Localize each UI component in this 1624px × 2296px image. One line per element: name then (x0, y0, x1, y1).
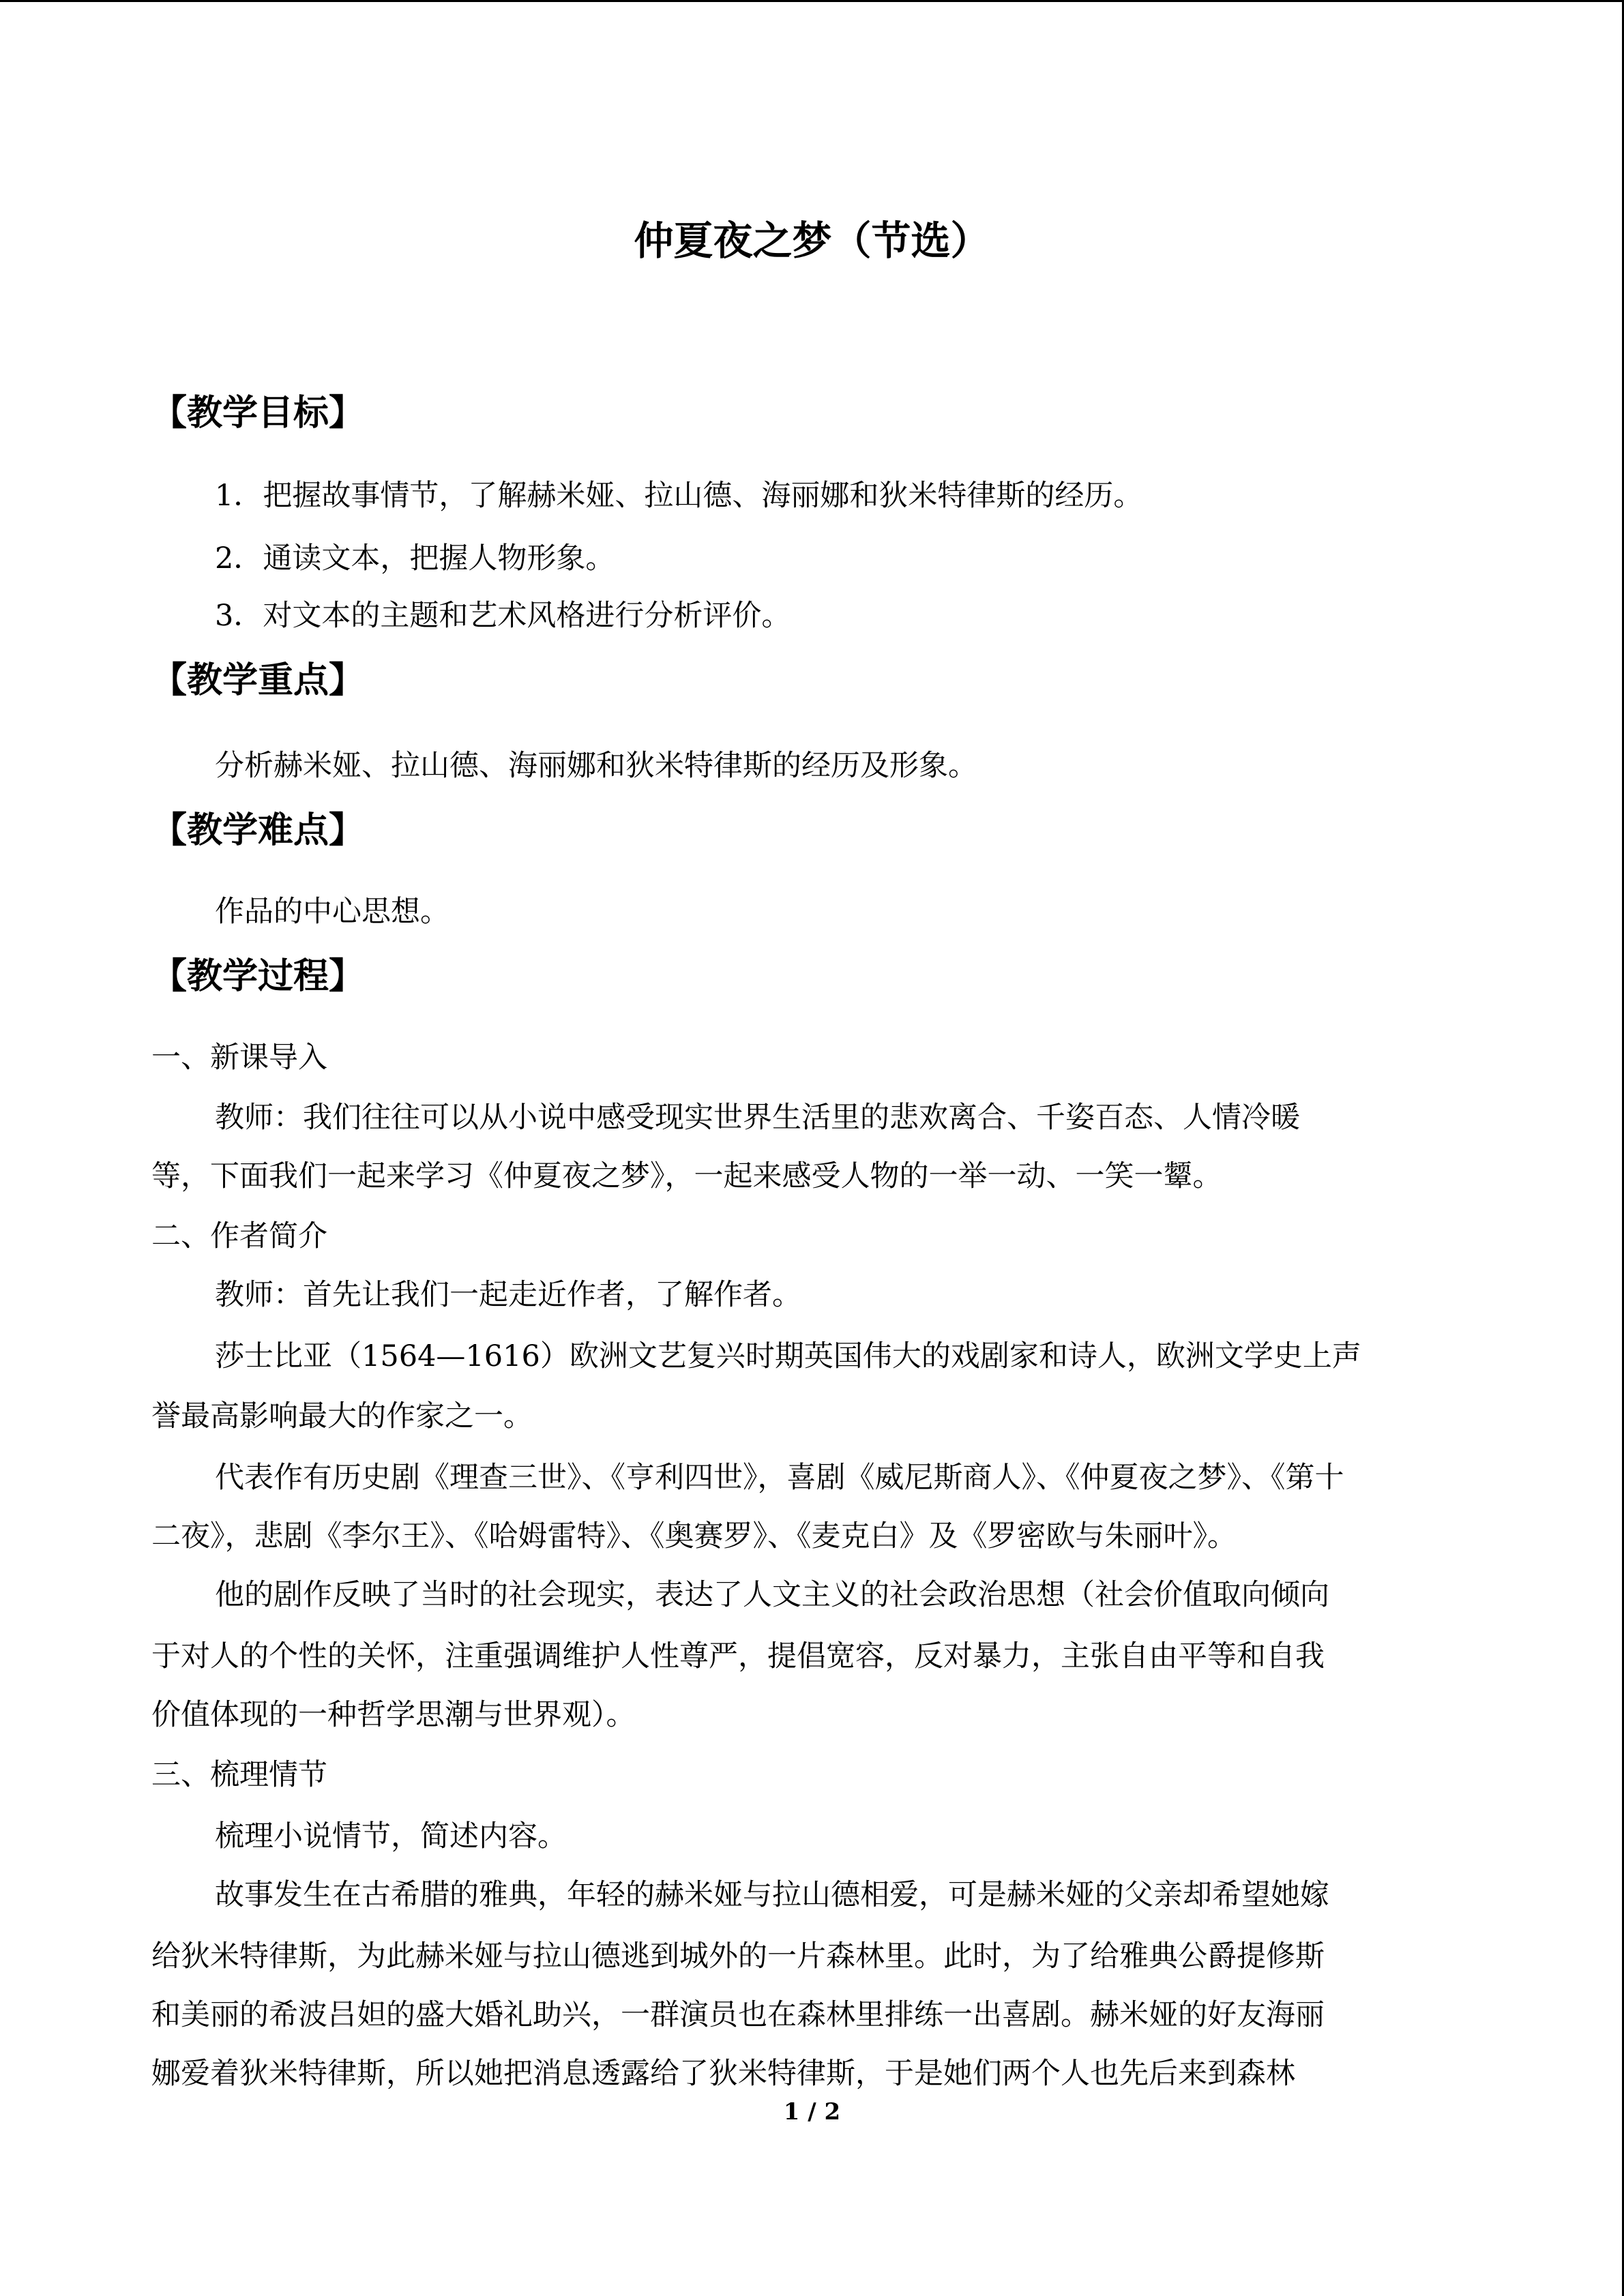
paragraph-line: 和美丽的希波吕妲的盛大婚礼助兴，一群演员也在森林里排练一出喜剧。赫米娅的好友海丽 (151, 1998, 1325, 2032)
key-points-text: 分析赫米娅、拉山德、海丽娜和狄米特律斯的经历及形象。 (215, 749, 977, 783)
paragraph-line: 娜爱着狄米特律斯，所以她把消息透露给了狄米特律斯，于是她们两个人也先后来到森林 (151, 2057, 1295, 2091)
paragraph-line: 莎士比亚（1564—1616）欧洲文艺复兴时期英国伟大的戏剧家和诗人，欧洲文学史上声 (215, 1339, 1361, 1373)
goal-item: 3．对文本的主题和艺术风格进行分析评价。 (215, 599, 791, 633)
difficulties-text: 作品的中心思想。 (215, 895, 449, 929)
section-heading-difficulties: 【教学难点】 (151, 810, 365, 851)
paragraph-line: 教师：首先让我们一起走近作者，了解作者。 (215, 1278, 801, 1312)
process-part-title: 二、作者简介 (151, 1219, 327, 1253)
section-heading-key-points: 【教学重点】 (151, 660, 365, 701)
paragraph-line: 故事发生在古希腊的雅典，年轻的赫米娅与拉山德相爱，可是赫米娅的父亲却希望她嫁 (215, 1878, 1329, 1912)
paragraph-line: 二夜》，悲剧《李尔王》、《哈姆雷特》、《奥赛罗》、《麦克白》及《罗密欧与朱丽叶》。 (151, 1519, 1237, 1553)
paragraph-line: 教师：我们往往可以从小说中感受现实世界生活里的悲欢离合、千姿百态、人情冷暖 (215, 1101, 1300, 1135)
page-number: 1 / 2 (783, 2098, 841, 2126)
document-title: 仲夏夜之梦（节选） (634, 218, 990, 264)
section-heading-process: 【教学过程】 (151, 956, 365, 997)
paragraph-line: 誉最高影响最大的作家之一。 (151, 1399, 533, 1433)
paragraph-line: 给狄米特律斯，为此赫米娅与拉山德逃到城外的一片森林里。此时，为了给雅典公爵提修斯 (151, 1939, 1325, 1973)
paragraph-line: 代表作有历史剧《理查三世》、《亨利四世》，喜剧《威尼斯商人》、《仲夏夜之梦》、《第十 (215, 1461, 1344, 1495)
goal-item: 1．把握故事情节，了解赫米娅、拉山德、海丽娜和狄米特律斯的经历。 (215, 479, 1143, 513)
section-heading-goals: 【教学目标】 (151, 393, 365, 434)
paragraph-line: 于对人的个性的关怀，注重强调维护人性尊严，提倡宽容，反对暴力，主张自由平等和自我 (151, 1639, 1325, 1673)
paragraph-line: 梳理小说情节，简述内容。 (215, 1819, 567, 1853)
paragraph-line: 等，下面我们一起来学习《仲夏夜之梦》，一起来感受人物的一举一动、一笑一颦。 (151, 1159, 1222, 1193)
goal-item: 2．通读文本，把握人物形象。 (215, 541, 615, 576)
process-part-title: 三、梳理情节 (151, 1758, 327, 1792)
process-part-title: 一、新课导入 (151, 1041, 327, 1075)
paragraph-line: 他的剧作反映了当时的社会现实，表达了人文主义的社会政治思想（社会价值取向倾向 (215, 1578, 1329, 1612)
paragraph-line: 价值体现的一种哲学思潮与世界观）。 (151, 1698, 636, 1732)
